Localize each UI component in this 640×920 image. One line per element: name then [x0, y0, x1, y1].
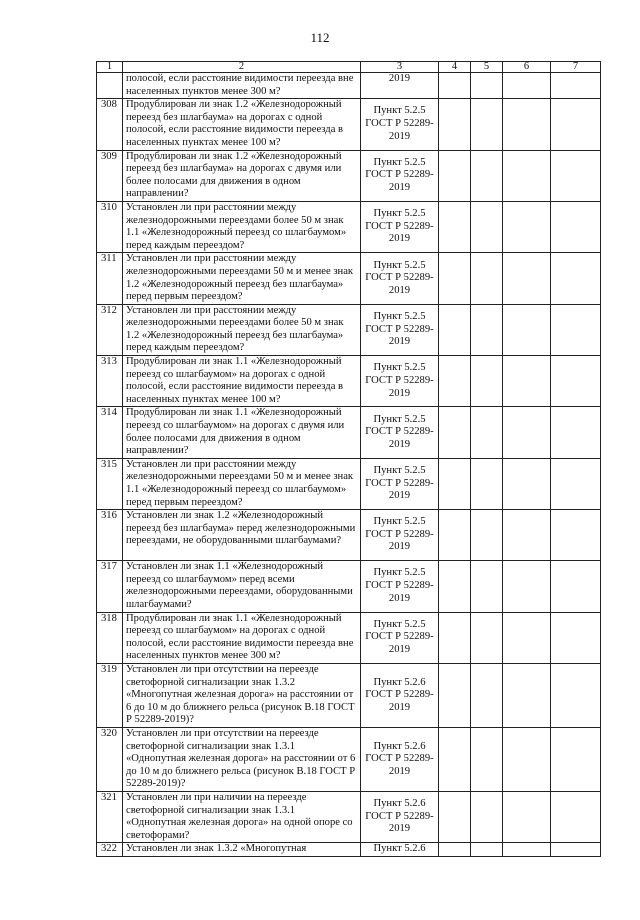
- empty-cell: [439, 843, 471, 857]
- table-row: [97, 150, 601, 201]
- empty-cell: [551, 727, 601, 791]
- standard-reference: Пункт 5.2.6 ГОСТ Р 52289-2019: [361, 791, 439, 842]
- row-number: 315: [97, 458, 123, 509]
- checklist-table: [96, 61, 601, 857]
- question-text: Установлен ли знак 1.2 «Железнодорожный переезд без шлагбаума» перед железнодорожными переездами, не оборудованными шлагбаумами?: [123, 510, 361, 561]
- row-number: 320: [97, 727, 123, 791]
- column-header: 5: [471, 62, 503, 73]
- row-number: 310: [97, 201, 123, 252]
- row-number: 318: [97, 612, 123, 663]
- question-text: Продублирован ли знак 1.1 «Железнодорожный переезд со шлагбаумом» на дорогах с двумя или более полосами для движения в одном направлении?: [123, 407, 361, 458]
- empty-cell: [503, 663, 551, 727]
- empty-cell: [471, 201, 503, 252]
- question-text: Продублирован ли знак 1.2 «Железнодорожный переезд без шлагбаума» на дорогах с двумя или более полосами для движения в одном направлении?: [123, 150, 361, 201]
- standard-reference: Пункт 5.2.5 ГОСТ Р 52289-2019: [361, 561, 439, 612]
- table-row: [97, 612, 601, 663]
- empty-cell: [439, 407, 471, 458]
- empty-cell: [503, 201, 551, 252]
- column-header: 4: [439, 62, 471, 73]
- table-row: [97, 561, 601, 612]
- empty-cell: [439, 612, 471, 663]
- empty-cell: [471, 843, 503, 857]
- empty-cell: [503, 99, 551, 150]
- standard-reference: 2019: [361, 73, 439, 99]
- empty-cell: [471, 561, 503, 612]
- question-text: Установлен ли знак 1.1 «Железнодорожный переезд со шлагбаумом» перед всеми железнодорожными переездами, оборудованными шлагбаумами?: [123, 561, 361, 612]
- question-text: Установлен ли при расстоянии между железнодорожными переездами более 50 м знак 1.2 «Железнодорожный переезд без шлагбаума» перед каждым переездом?: [123, 304, 361, 355]
- empty-cell: [551, 356, 601, 407]
- empty-cell: [551, 253, 601, 304]
- empty-cell: [439, 150, 471, 201]
- empty-cell: [551, 458, 601, 509]
- standard-reference: Пункт 5.2.6 ГОСТ Р 52289-2019: [361, 727, 439, 791]
- page-number: 112: [310, 30, 330, 45]
- standard-reference: Пункт 5.2.5 ГОСТ Р 52289-2019: [361, 201, 439, 252]
- question-text: Установлен ли при отсутствии на переезде светофорной сигнализации знак 1.3.1 «Однопутная железная дорога» на расстоянии от 6 до 10 м до ближнего рельса (рисунок В.18 ГОСТ Р 52289-2019)?: [123, 727, 361, 791]
- empty-cell: [439, 99, 471, 150]
- empty-cell: [551, 612, 601, 663]
- table-row: [97, 510, 601, 561]
- column-header: 3: [361, 62, 439, 73]
- empty-cell: [503, 458, 551, 509]
- empty-cell: [551, 791, 601, 842]
- empty-cell: [471, 150, 503, 201]
- standard-reference: Пункт 5.2.5 ГОСТ Р 52289-2019: [361, 356, 439, 407]
- table-row: [97, 304, 601, 355]
- row-number: 322: [97, 843, 123, 857]
- row-number: 308: [97, 99, 123, 150]
- empty-cell: [503, 791, 551, 842]
- column-header: 7: [551, 62, 601, 73]
- empty-cell: [471, 612, 503, 663]
- standard-reference: Пункт 5.2.5 ГОСТ Р 52289-2019: [361, 510, 439, 561]
- empty-cell: [503, 304, 551, 355]
- row-number: 313: [97, 356, 123, 407]
- question-text: Продублирован ли знак 1.2 «Железнодорожный переезд без шлагбаума» на дорогах с одной полосой, если расстояние видимости переезда в населенных пунктах менее 100 м?: [123, 99, 361, 150]
- empty-cell: [439, 356, 471, 407]
- row-number: 316: [97, 510, 123, 561]
- empty-cell: [439, 561, 471, 612]
- standard-reference: Пункт 5.2.6 ГОСТ Р 52289-2019: [361, 663, 439, 727]
- empty-cell: [439, 73, 471, 99]
- empty-cell: [551, 304, 601, 355]
- empty-cell: [503, 150, 551, 201]
- table-row: [97, 843, 601, 857]
- empty-cell: [503, 407, 551, 458]
- question-text: Установлен ли при расстоянии между железнодорожными переездами 50 м и менее знак 1.1 «Железнодорожный переезд со шлагбаумом» перед первым переездом?: [123, 458, 361, 509]
- empty-cell: [503, 561, 551, 612]
- empty-cell: [439, 510, 471, 561]
- table-row: [97, 458, 601, 509]
- table-row: [97, 407, 601, 458]
- empty-cell: [471, 510, 503, 561]
- empty-cell: [471, 356, 503, 407]
- question-text: Установлен ли при расстоянии между железнодорожными переездами более 50 м знак 1.1 «Железнодорожный переезд со шлагбаумом» перед каждым переездом?: [123, 201, 361, 252]
- empty-cell: [439, 663, 471, 727]
- empty-cell: [439, 304, 471, 355]
- standard-reference: Пункт 5.2.5 ГОСТ Р 52289-2019: [361, 458, 439, 509]
- standard-reference: Пункт 5.2.5 ГОСТ Р 52289-2019: [361, 612, 439, 663]
- empty-cell: [551, 150, 601, 201]
- column-header: 1: [97, 62, 123, 73]
- standard-reference: Пункт 5.2.5 ГОСТ Р 52289-2019: [361, 304, 439, 355]
- question-text: Установлен ли при расстоянии между железнодорожными переездами 50 м и менее знак 1.2 «Железнодорожный переезд без шлагбаума» перед первым переездом?: [123, 253, 361, 304]
- empty-cell: [551, 201, 601, 252]
- row-number: 309: [97, 150, 123, 201]
- empty-cell: [439, 727, 471, 791]
- empty-cell: [551, 561, 601, 612]
- empty-cell: [471, 407, 503, 458]
- question-text: Продублирован ли знак 1.1 «Железнодорожный переезд со шлагбаумом» на дорогах с одной полосой, если расстояние видимости переезда в населенных пунктах менее 100 м?: [123, 356, 361, 407]
- row-number: 319: [97, 663, 123, 727]
- column-header: 2: [123, 62, 361, 73]
- row-number: 321: [97, 791, 123, 842]
- empty-cell: [471, 663, 503, 727]
- empty-cell: [503, 727, 551, 791]
- empty-cell: [471, 304, 503, 355]
- table-row: [97, 73, 601, 99]
- standard-reference: Пункт 5.2.5 ГОСТ Р 52289-2019: [361, 407, 439, 458]
- table-row: [97, 99, 601, 150]
- question-text: Установлен ли при наличии на переезде светофорной сигнализации знак 1.3.1 «Однопутная железная дорога» на одной опоре со светофорами?: [123, 791, 361, 842]
- empty-cell: [503, 73, 551, 99]
- empty-cell: [551, 663, 601, 727]
- row-number: [97, 73, 123, 99]
- table-row: [97, 727, 601, 791]
- standard-reference: Пункт 5.2.5 ГОСТ Р 52289-2019: [361, 253, 439, 304]
- empty-cell: [551, 73, 601, 99]
- empty-cell: [439, 458, 471, 509]
- standard-reference: Пункт 5.2.6: [361, 843, 439, 857]
- empty-cell: [439, 253, 471, 304]
- table-header-row: [97, 62, 601, 73]
- question-text: Продублирован ли знак 1.1 «Железнодорожный переезд со шлагбаумом» на дорогах с одной полосой, если расстояние видимости переезда вне населенных пунктов менее 300 м?: [123, 612, 361, 663]
- row-number: 312: [97, 304, 123, 355]
- table-row: [97, 253, 601, 304]
- empty-cell: [471, 253, 503, 304]
- table-row: [97, 201, 601, 252]
- empty-cell: [471, 99, 503, 150]
- table-row: [97, 791, 601, 842]
- empty-cell: [439, 201, 471, 252]
- empty-cell: [471, 791, 503, 842]
- table-row: [97, 356, 601, 407]
- standard-reference: Пункт 5.2.5 ГОСТ Р 52289-2019: [361, 150, 439, 201]
- row-number: 311: [97, 253, 123, 304]
- empty-cell: [551, 407, 601, 458]
- question-text: Установлен ли знак 1.3.2 «Многопутная: [123, 843, 361, 857]
- empty-cell: [503, 253, 551, 304]
- table-row: [97, 663, 601, 727]
- empty-cell: [503, 843, 551, 857]
- column-header: 6: [503, 62, 551, 73]
- empty-cell: [471, 458, 503, 509]
- empty-cell: [503, 510, 551, 561]
- standard-reference: Пункт 5.2.5 ГОСТ Р 52289-2019: [361, 99, 439, 150]
- empty-cell: [471, 727, 503, 791]
- question-text: полосой, если расстояние видимости переезда вне населенных пунктов менее 300 м?: [123, 73, 361, 99]
- empty-cell: [503, 612, 551, 663]
- empty-cell: [471, 73, 503, 99]
- empty-cell: [503, 356, 551, 407]
- question-text: Установлен ли при отсутствии на переезде светофорной сигнализации знак 1.3.2 «Многопутная железная дорога» на расстоянии от 6 до 10 м до ближнего рельса (рисунок В.18 ГОСТ Р 52289-2019)?: [123, 663, 361, 727]
- empty-cell: [551, 510, 601, 561]
- empty-cell: [551, 99, 601, 150]
- row-number: 314: [97, 407, 123, 458]
- empty-cell: [439, 791, 471, 842]
- row-number: 317: [97, 561, 123, 612]
- empty-cell: [551, 843, 601, 857]
